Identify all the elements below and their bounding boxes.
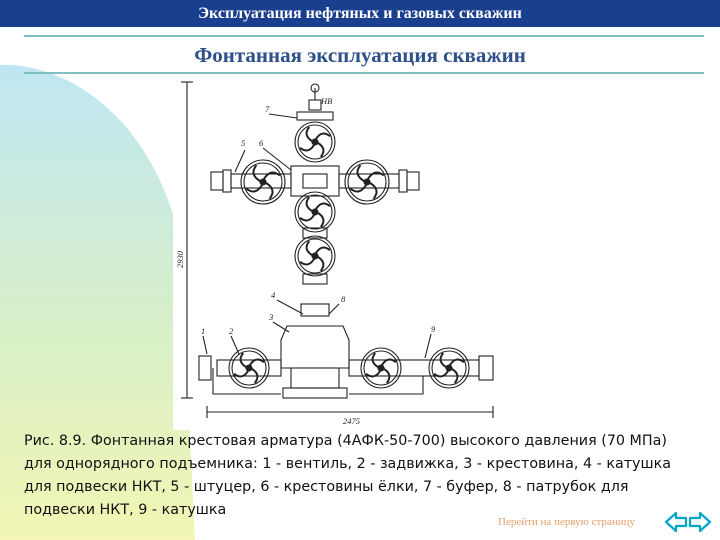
handwheel-icon <box>295 122 335 162</box>
handwheel-icon <box>295 236 335 276</box>
callout-label: 7 <box>265 104 270 114</box>
divider <box>24 35 704 37</box>
forward-arrow-icon[interactable] <box>690 513 710 531</box>
handwheel-icon <box>241 160 285 204</box>
dimension-width-label: 2475 <box>343 416 360 426</box>
back-arrow-icon[interactable] <box>666 513 686 531</box>
callout-label: 1 <box>201 326 206 336</box>
handwheel-icon <box>229 348 269 388</box>
callout-label: 3 <box>269 312 274 322</box>
first-page-link[interactable]: Перейти на первую страницу <box>498 516 635 528</box>
header-bar: Эксплуатация нефтяных и газовых скважин <box>0 0 720 27</box>
figure-caption: Рис. 8.9. Фонтанная крестовая арматура (4АФК-50-700) высокого давления (70 МПа) для однорядного подъемника: 1 - вентиль, 2 - задвижка, 3 - крестовина, 4 - катушка для подвески НКТ, 5 - штуцер, 6 - крестовины ёлки, 7 - буфер, 8 - патрубок для подвески НКТ, 9 - катушка <box>24 433 671 518</box>
handwheel-icon <box>429 348 469 388</box>
callout-label: 5 <box>241 138 246 148</box>
handwheel-icon <box>345 160 389 204</box>
callout-label: 2 <box>229 326 234 336</box>
callout-label: 6 <box>259 138 264 148</box>
callout-label: 4 <box>271 290 276 300</box>
navigation-arrows[interactable] <box>664 508 712 536</box>
wellhead-diagram <box>173 78 518 430</box>
callout-label: 8 <box>341 294 346 304</box>
divider <box>24 72 704 74</box>
callout-label: 9 <box>431 324 436 334</box>
handwheel-icon <box>295 192 335 232</box>
page-title: Фонтанная эксплуатация скважин <box>194 43 526 67</box>
dimension-height-label: 2930 <box>175 251 185 268</box>
valve-label: НВ <box>321 96 333 106</box>
handwheel-icon <box>361 348 401 388</box>
